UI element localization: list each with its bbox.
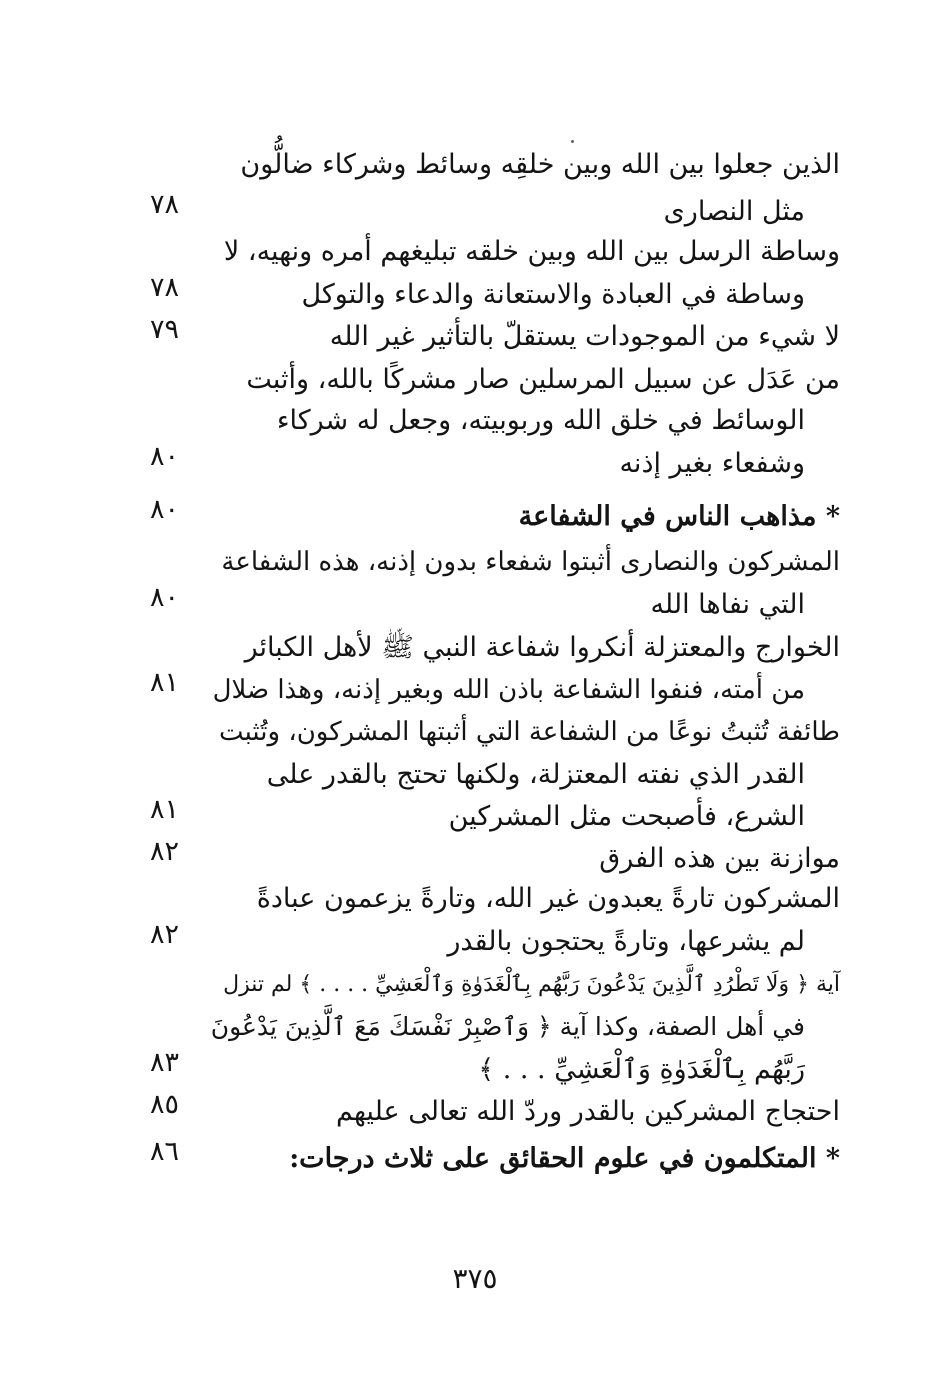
entry-line: وساطة الرسل بين الله وبين خلقه تبليغهم أمره ونهيه، لا bbox=[223, 236, 840, 267]
page-ref: ٨٢ bbox=[150, 836, 180, 867]
entry-line: طائفة تُثبتُ نوعًا من الشفاعة التي أثبتها المشركون، وتُثبت bbox=[219, 717, 840, 747]
entry-line: من عَدَل عن سبيل المرسلين صار مشركًا بالله، وأثبت bbox=[246, 364, 840, 395]
section-heading: * مذاهب الناس في الشفاعة bbox=[518, 501, 840, 532]
page-ref: ٨٢ bbox=[150, 919, 180, 950]
entry-line: احتجاج المشركين بالقدر وردّ الله تعالى عليهم bbox=[336, 1096, 840, 1127]
entry-line: مثل النصارى bbox=[663, 196, 805, 227]
entry-line: الوسائط في خلق الله وربوبيته، وجعل له شركاء bbox=[276, 405, 805, 436]
page-ref: ٨٦ bbox=[150, 1136, 180, 1167]
entry-line: لم يشرعها، وتارةً يحتجون بالقدر bbox=[447, 926, 805, 957]
entry-line: في أهل الصفة، وكذا آية ﴿ وَٱصْبِرْ نَفْسَكَ مَعَ ٱلَّذِينَ يَدْعُونَ bbox=[210, 1012, 805, 1041]
page-ref: ٨٠ bbox=[150, 494, 180, 525]
section-heading: * المتكلمون في علوم الحقائق على ثلاث درجات: bbox=[289, 1143, 840, 1174]
entry-line: لا شيء من الموجودات يستقلّ بالتأثير غير الله bbox=[329, 321, 840, 352]
entry-line: الخوارج والمعتزلة أنكروا شفاعة النبي ﷺ لأهل الكبائر bbox=[244, 632, 840, 663]
entry-line: التي نفاها الله bbox=[650, 589, 805, 620]
page-ref: ٨٥ bbox=[150, 1089, 180, 1120]
page-ref: ٧٨ bbox=[150, 189, 180, 220]
entry-line: الشرع، فأصبحت مثل المشركين bbox=[448, 801, 805, 832]
entry-line: وساطة في العبادة والاستعانة والدعاء والتوكل bbox=[301, 279, 805, 310]
decorative-dot bbox=[571, 140, 574, 143]
page-ref: ٨٣ bbox=[150, 1047, 180, 1078]
page-ref: ٨١ bbox=[150, 794, 180, 825]
page-number: ٣٧٥ bbox=[452, 1262, 498, 1295]
entry-line: القدر الذي نفته المعتزلة، ولكنها تحتج بالقدر على bbox=[266, 759, 805, 790]
entry-line: آية ﴿ وَلَا تَطْرُدِ ٱلَّذِينَ يَدْعُونَ رَبَّهُم بِٱلْغَدَوٰةِ وَٱلْعَشِيِّ . . . . ﴾ لم تنزل bbox=[223, 972, 840, 997]
page-ref: ٨٠ bbox=[150, 582, 180, 613]
page-ref: ٨١ bbox=[150, 667, 180, 698]
page-ref: ٨٠ bbox=[150, 441, 180, 472]
entry-line: رَبَّهُم بِٱلْغَدَوٰةِ وَٱلْعَشِيِّ . . . ﴾ bbox=[478, 1054, 805, 1085]
entry-line: المشركون تارةً يعبدون غير الله، وتارةً يزعمون عبادةً bbox=[256, 883, 840, 914]
entry-line: وشفعاء بغير إذنه bbox=[619, 448, 805, 479]
entry-line: المشركون والنصارى أثبتوا شفعاء بدون إذنه، هذه الشفاعة bbox=[221, 547, 840, 577]
entry-line: الذين جعلوا بين الله وبين خلقِه وسائط وشركاء ضالُّون bbox=[240, 149, 840, 180]
page-ref: ٧٩ bbox=[150, 314, 180, 345]
page-ref: ٧٨ bbox=[150, 272, 180, 303]
entry-line: من أمته، فنفوا الشفاعة باذن الله وبغير إذنه، وهذا ضلال bbox=[212, 675, 805, 705]
entry-line: موازنة بين هذه الفرق bbox=[599, 843, 840, 874]
